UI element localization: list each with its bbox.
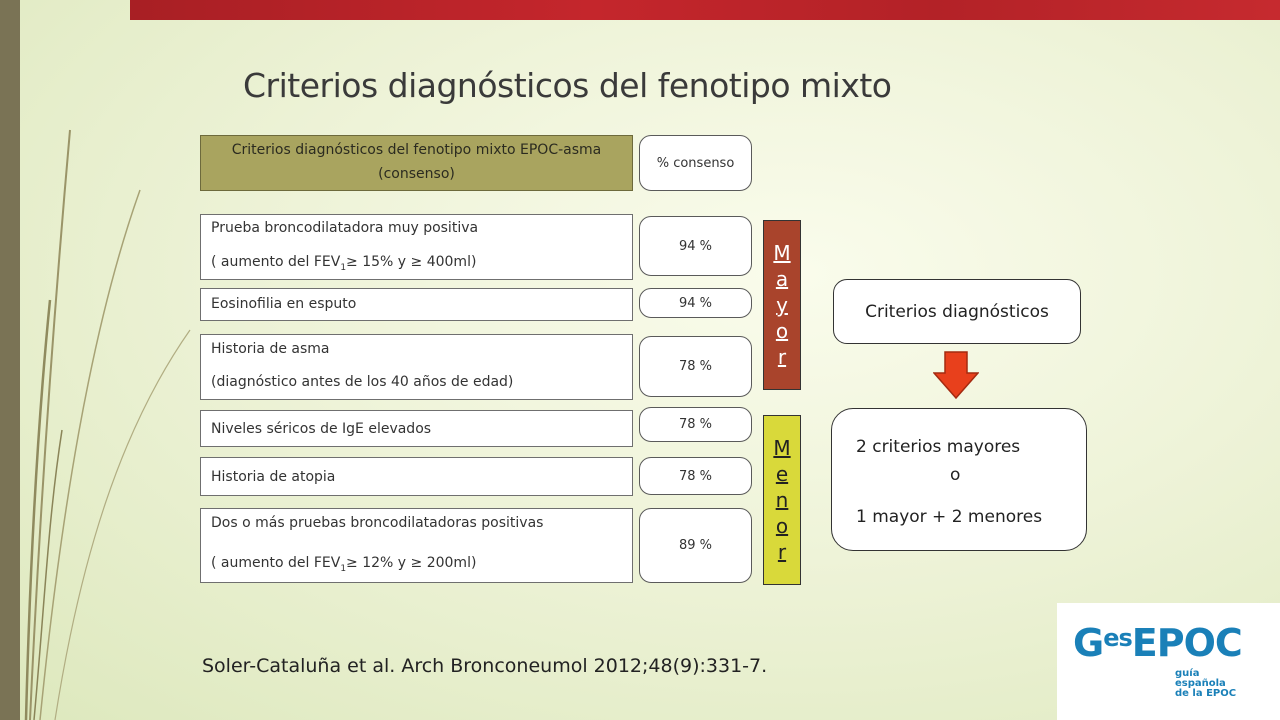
criterion-line2: (diagnóstico antes de los 40 años de edad) (211, 374, 514, 390)
criterion-pct: 94 % (639, 216, 752, 276)
mayor-letter: o (775, 319, 789, 343)
menor-letter: e (775, 462, 789, 486)
criterion-line1: Prueba broncodilatadora muy positiva (211, 220, 479, 236)
criterion-line1: Niveles séricos de IgE elevados (211, 421, 432, 437)
criterion-row (200, 214, 633, 280)
logo-subtitle: guía española de la EPOC (1175, 668, 1237, 699)
criterion-line2: ( aumento del $FEV_1\ge 12\%$ y ≥ 200ml) (211, 555, 477, 574)
citation: Soler-Cataluña et al. Arch Bronconeumol 2012;48(9):331-7. (202, 655, 768, 677)
criterion-line1: Historia de atopia (211, 469, 336, 485)
menor-letter: o (775, 514, 789, 538)
criterion-line1: Eosinofilia en esputo (211, 296, 357, 312)
criterion-row (200, 288, 633, 321)
menor-letter: M (773, 436, 791, 460)
result-line2: o (950, 465, 961, 485)
criterion-row (200, 334, 633, 400)
down-arrow-icon (933, 351, 979, 399)
result-line1: 2 criterios mayores (856, 437, 1021, 457)
mayor-letter: a (775, 267, 789, 291)
criterion-line2: ( aumento del $FEV_1\ge 15\%$ y ≥ 400ml) (211, 254, 477, 273)
mayor-label (763, 220, 801, 390)
criterion-line1: Dos o más pruebas broncodilatadoras positivas (211, 515, 544, 531)
criterion-pct: 78 % (639, 457, 752, 495)
criterion-pct: 94 % (639, 288, 752, 318)
criterion-pct: 78 % (639, 336, 752, 397)
criterion-row (200, 410, 633, 447)
table-header-line2: (consenso) (378, 166, 455, 182)
table-header (200, 135, 633, 191)
menor-letter: n (775, 488, 789, 512)
page-title: Criterios diagnósticos del fenotipo mixto (243, 66, 892, 105)
criterion-pct: 89 % (639, 508, 752, 583)
criterion-row (200, 508, 633, 583)
mayor-letter: M (773, 241, 791, 265)
table-header-line1: Criterios diagnósticos del fenotipo mixto EPOC-asma (231, 142, 602, 158)
gesepoc-logo (1057, 603, 1280, 720)
criterion-line1: Historia de asma (211, 341, 330, 357)
menor-label (763, 415, 801, 585)
menor-letter: r (777, 540, 787, 564)
diagnostic-criteria-box: Criterios diagnósticos (833, 279, 1081, 344)
mayor-letter: y (776, 293, 788, 317)
criterion-pct: 78 % (639, 407, 752, 442)
criterion-row (200, 457, 633, 496)
mayor-letter: r (777, 345, 787, 369)
logo-mark: $G^{es}EPOC$ (1073, 621, 1242, 665)
pct-consenso-header: % consenso (639, 135, 752, 191)
top-accent-bar (130, 0, 1280, 20)
result-box (831, 408, 1087, 551)
result-line3: 1 mayor + 2 menores (856, 507, 1043, 527)
